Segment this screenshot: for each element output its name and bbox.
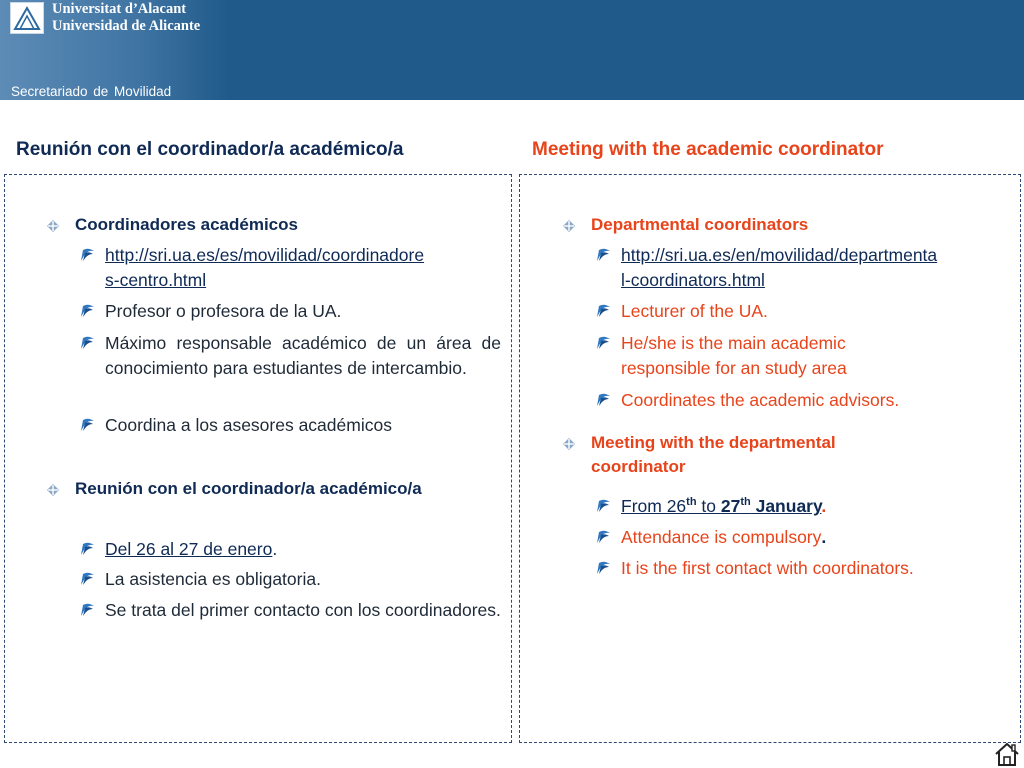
item-lecturer: Lecturer of the UA. <box>621 299 1013 324</box>
item-profesor: Profesor o profesora de la UA. <box>105 299 501 324</box>
item-primer-contacto: Se trata del primer contacto con los coordinadores. <box>105 598 501 623</box>
flag-bullet-icon <box>596 393 611 407</box>
link-coordinadores[interactable]: http://sri.ua.es/es/movilidad/coordinadore s-centro.html <box>105 243 501 293</box>
title-spanish: Reunión con el coordinador/a académico/a <box>16 139 404 160</box>
flag-bullet-icon <box>80 542 95 556</box>
dates-link-en[interactable]: From 26th to 27th January <box>621 496 822 516</box>
flag-bullet-icon <box>596 561 611 575</box>
flag-bullet-icon <box>596 499 611 513</box>
flag-bullet-icon <box>596 530 611 544</box>
header-banner <box>0 0 1024 100</box>
department-name: Secretariado de Movilidad <box>11 84 172 99</box>
home-icon <box>994 741 1020 767</box>
item-main-academic: He/she is the main academic responsible for an study area <box>621 331 1013 381</box>
dates-link[interactable]: Del 26 al 27 de enero <box>105 539 273 559</box>
university-name-es: Universidad de Alicante <box>52 18 201 34</box>
diamond-cross-bullet-icon <box>563 438 575 450</box>
flag-bullet-icon <box>80 304 95 318</box>
item-first-contact: It is the first contact with coordinators. <box>621 556 1013 581</box>
item-maximo: Máximo responsable académico de un área de conocimiento para estudiantes de intercambio. <box>105 331 501 381</box>
university-name-ca: Universitat d’Alacant <box>52 1 187 17</box>
heading-coordinadores: Coordinadores académicos <box>75 215 298 234</box>
flag-bullet-icon <box>596 336 611 350</box>
heading-meeting: Meeting with the departmental <box>591 433 836 452</box>
home-button[interactable] <box>994 741 1020 767</box>
bullet-coordinadores <box>75 213 495 237</box>
diamond-cross-bullet-icon <box>47 484 59 496</box>
title-english: Meeting with the academic coordinator <box>532 139 884 160</box>
flag-bullet-icon <box>80 572 95 586</box>
university-logo <box>10 2 44 34</box>
item-coordinates: Coordinates the academic advisors. <box>621 388 1013 413</box>
flag-bullet-icon <box>80 248 95 262</box>
item-coordina: Coordina a los asesores académicos <box>105 413 501 438</box>
english-panel <box>519 174 1021 743</box>
heading-departmental: Departmental coordinators <box>591 215 809 234</box>
link-departmental[interactable]: http://sri.ua.es/en/movilidad/departmenta l-coordinators.html <box>621 243 1013 293</box>
item-dates: From 26th to 27th January. <box>621 494 1013 519</box>
item-fechas: Del 26 al 27 de enero. <box>105 537 501 562</box>
flag-bullet-icon <box>596 248 611 262</box>
item-asistencia: La asistencia es obligatoria. <box>105 567 501 592</box>
heading-reunion: Reunión con el coordinador/a académico/a <box>75 479 422 498</box>
flag-bullet-icon <box>80 418 95 432</box>
diamond-cross-bullet-icon <box>47 220 59 232</box>
bullet-meeting: Meeting with the departmental coordinator <box>591 431 1011 479</box>
spanish-panel <box>4 174 512 743</box>
bullet-reunion <box>75 477 505 501</box>
flag-bullet-icon <box>80 603 95 617</box>
diamond-cross-bullet-icon <box>563 220 575 232</box>
flag-bullet-icon <box>596 304 611 318</box>
bullet-departmental <box>591 213 1011 237</box>
flag-bullet-icon <box>80 336 95 350</box>
item-attendance: Attendance is compulsory. <box>621 525 1013 550</box>
